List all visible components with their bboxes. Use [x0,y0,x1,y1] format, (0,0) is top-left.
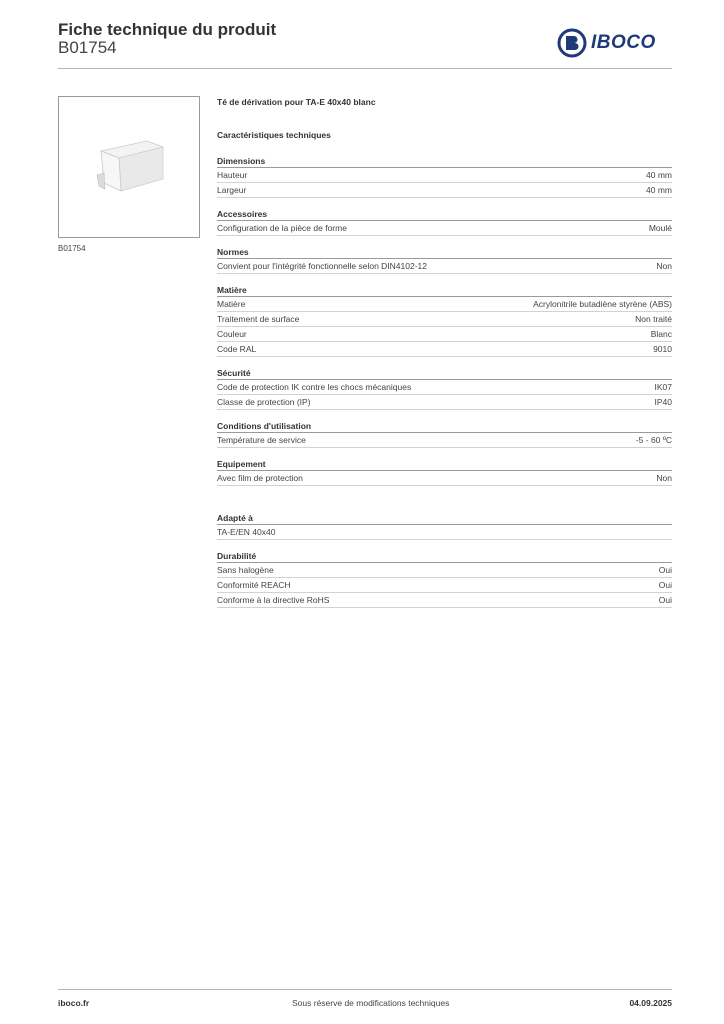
group-title: Normes [217,246,672,259]
group-title: Matière [217,284,672,297]
spec-label: Configuration de la pièce de forme [217,223,347,233]
spec-group-dimensions [217,155,672,198]
spec-value: Acrylonitrile butadiène styrène (ABS) [533,299,672,309]
spec-label: Conformité REACH [217,580,291,590]
spec-group-durabilite [217,550,672,608]
group-title: Durabilité [217,550,672,563]
spec-row [217,183,672,198]
footer-website: iboco.fr [58,998,90,1008]
brand-logo [557,27,656,59]
spec-row [217,525,672,540]
spec-group-accessoires [217,208,672,236]
spec-label: Convient pour l'intégrité fonctionnelle selon DIN4102-12 [217,261,428,271]
group-title: Dimensions [217,155,672,168]
spec-group-adapte [217,512,672,540]
spec-value: Oui [658,595,672,605]
group-title: Adapté à [217,512,672,525]
footer-disclaimer: Sous réserve de modifications techniques [292,998,450,1008]
spec-label: Température de service [217,435,306,445]
spec-label: Avec film de protection [217,473,303,483]
header-divider [58,68,672,69]
group-title: Equipement [217,458,672,471]
product-code: B01754 [58,38,117,57]
spec-row [217,380,672,395]
iboco-logo-icon [557,28,587,58]
spec-group-conditions [217,420,672,448]
product-name: Té de dérivation pour TA-E 40x40 blanc [217,97,376,107]
spec-label: Code RAL [217,344,257,354]
spec-value: Non [656,473,672,483]
spec-row [217,312,672,327]
product-image [58,96,200,238]
spec-value: Oui [658,565,672,575]
spec-value: IK07 [654,382,672,392]
spec-row [217,221,672,236]
spec-label: TA-E/EN 40x40 [217,527,276,537]
spec-value: Moulé [648,223,672,233]
spec-row [217,327,672,342]
spec-group-matiere [217,284,672,357]
spec-value: 40 mm [646,170,672,180]
spec-value: IP40 [654,397,672,407]
spec-heading: Caractéristiques techniques [217,130,331,140]
spec-row [217,471,672,486]
spec-label: Largeur [217,185,247,195]
spec-content [217,97,672,618]
spec-label: Hauteur [217,170,248,180]
spec-label: Sans halogène [217,565,274,575]
spec-row [217,593,672,608]
spec-value: Non traité [635,314,672,324]
spec-label: Traitement de surface [217,314,300,324]
spec-label: Conforme à la directive RoHS [217,595,330,605]
spec-row [217,433,672,448]
page-title: Fiche technique du produit [58,20,277,39]
spec-row [217,168,672,183]
group-title: Sécurité [217,367,672,380]
spec-label: Couleur [217,329,247,339]
spec-value: Oui [658,580,672,590]
spec-row [217,395,672,410]
spec-row [217,259,672,274]
spec-row [217,297,672,312]
image-caption: B01754 [58,244,86,253]
spec-value: -5 - 60 ºC [635,435,672,445]
product-image-drawing [59,97,199,237]
spec-value: Blanc [650,329,672,339]
spec-label: Code de protection IK contre les chocs mécaniques [217,382,412,392]
spec-group-equipement [217,458,672,486]
footer-date: 04.09.2025 [629,998,672,1008]
spec-row [217,563,672,578]
spec-row [217,342,672,357]
spec-label: Matière [217,299,246,309]
spec-row [217,578,672,593]
logo-wordmark: IBOCO [591,32,656,53]
spec-value: Non [656,261,672,271]
spec-value: 40 mm [646,185,672,195]
group-title: Conditions d'utilisation [217,420,672,433]
spec-group-securite [217,367,672,410]
spec-value: 9010 [653,344,672,354]
spec-label: Classe de protection (IP) [217,397,311,407]
group-title: Accessoires [217,208,672,221]
spec-group-normes [217,246,672,274]
footer-divider [58,989,672,990]
